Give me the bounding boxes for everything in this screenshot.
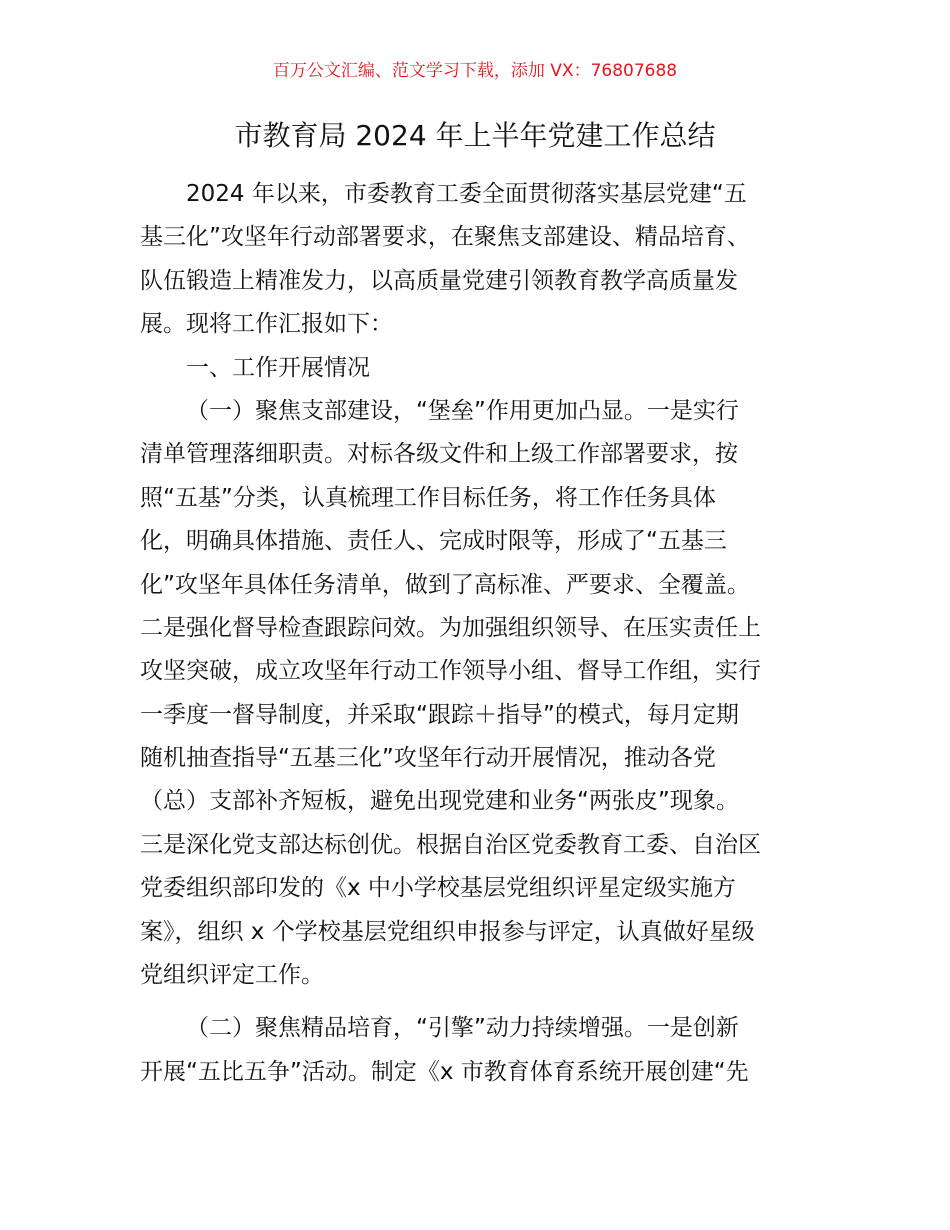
paragraph-line: 基三化”攻坚年行动部署要求，在聚焦支部建设、精品培育、 <box>140 224 750 251</box>
section-heading: 一、工作开展情况 <box>186 354 370 381</box>
document-body <box>140 173 812 1094</box>
paragraph-line: 随机抽查指导“五基三化”攻坚年行动开展情况，推动各党 <box>140 745 716 772</box>
paragraph-line: 三是深化党支部达标创优。根据自治区党委教育工委、自治区 <box>140 831 761 858</box>
document-title: 市教育局 2024 年上半年党建工作总结 <box>234 119 716 152</box>
paragraph-line: 开展“五比五争”活动。制定《x 市教育体育系统开展创建“先 <box>140 1058 749 1085</box>
paragraph-line: 化”攻坚年具体任务清单，做到了高标准、严要求、全覆盖。 <box>140 571 750 598</box>
paragraph-gap <box>140 997 812 1007</box>
paragraph-line: 清单管理落细职责。对标各级文件和上级工作部署要求，按 <box>140 441 738 468</box>
paragraph-line: （二）聚焦精品培育，“引擎”动力持续增强。一是创新 <box>186 1015 739 1042</box>
paragraph-line: 展。现将工作汇报如下： <box>140 311 393 338</box>
watermark-banner: 百万公文汇编、范文学习下载，添加 VX：76807688 <box>272 61 678 81</box>
paragraph-line: 二是强化督导检查跟踪问效。为加强组织领导、在压实责任上 <box>140 614 761 641</box>
paragraph-line: （总）支部补齐短板，避免出现党建和业务“两张皮”现象。 <box>140 788 739 815</box>
paragraph-line: 党组织评定工作。 <box>140 962 324 989</box>
paragraph-line: 2024 年以来，市委教育工委全面贯彻落实基层党建“五 <box>186 181 747 207</box>
paragraph-line: 照“五基”分类，认真梳理工作目标任务，将工作任务具体 <box>140 484 716 511</box>
paragraph-line: （一）聚焦支部建设，“堡垒”作用更加凸显。一是实行 <box>186 397 739 424</box>
paragraph-line: 队伍锻造上精准发力，以高质量党建引领教育教学高质量发 <box>140 267 738 294</box>
paragraph-line: 案》，组织 x 个学校基层党组织申报参与评定，认真做好星级 <box>140 918 755 945</box>
paragraph-line: 党委组织部印发的《x 中小学校基层党组织评星定级实施方 <box>140 875 736 902</box>
paragraph-line: 化，明确具体措施、责任人、完成时限等，形成了“五基三 <box>140 528 727 555</box>
paragraph-line: 攻坚突破，成立攻坚年行动工作领导小组、督导工作组，实行 <box>140 658 761 685</box>
paragraph-line: 一季度一督导制度，并采取“跟踪＋指导”的模式，每月定期 <box>140 701 739 728</box>
